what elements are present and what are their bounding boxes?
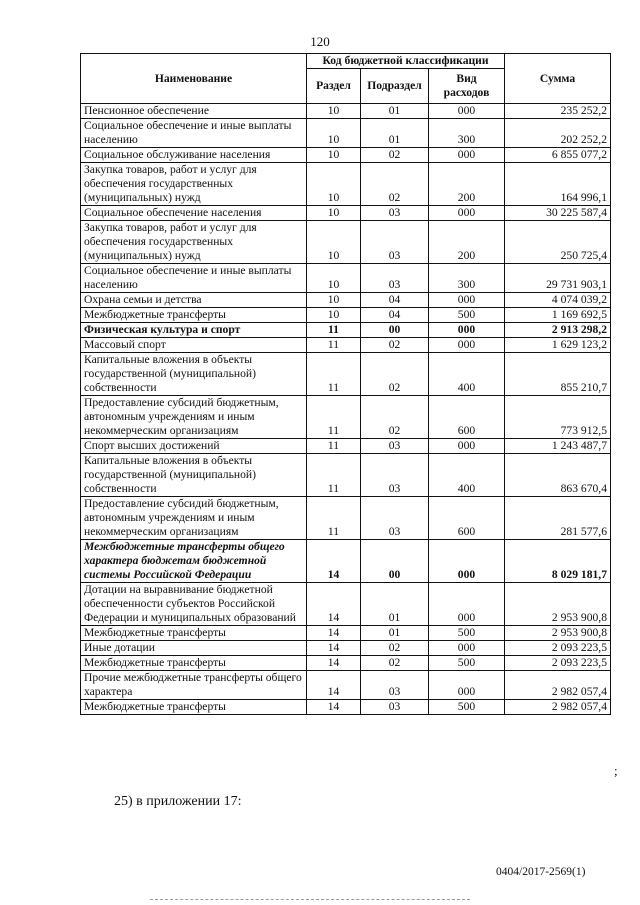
row-name: Массовый спорт bbox=[81, 338, 307, 353]
row-razdel: 10 bbox=[307, 148, 361, 163]
header-razdel: Раздел bbox=[307, 69, 361, 104]
row-razdel: 14 bbox=[307, 700, 361, 715]
row-podrazdel: 00 bbox=[361, 323, 429, 338]
row-razdel: 10 bbox=[307, 264, 361, 293]
table-body bbox=[81, 104, 611, 715]
row-name: Закупка товаров, работ и услуг для обеспечения государственных (муниципальных) нужд bbox=[81, 221, 307, 264]
header-vid-line2: расходов bbox=[443, 86, 490, 99]
table-row bbox=[81, 641, 611, 656]
row-razdel: 10 bbox=[307, 221, 361, 264]
scan-artifact-line bbox=[150, 899, 470, 901]
header-podrazdel: Подраздел bbox=[361, 69, 429, 104]
row-vid: 200 bbox=[429, 163, 505, 206]
row-name: Закупка товаров, работ и услуг для обеспечения государственных (муниципальных) нужд bbox=[81, 163, 307, 206]
row-podrazdel: 01 bbox=[361, 119, 429, 148]
row-podrazdel: 02 bbox=[361, 396, 429, 439]
row-vid: 000 bbox=[429, 338, 505, 353]
table-row bbox=[81, 656, 611, 671]
table-row bbox=[81, 323, 611, 338]
row-sum: 6 855 077,2 bbox=[505, 148, 611, 163]
row-podrazdel: 02 bbox=[361, 353, 429, 396]
row-podrazdel: 03 bbox=[361, 206, 429, 221]
row-podrazdel: 02 bbox=[361, 641, 429, 656]
row-razdel: 14 bbox=[307, 540, 361, 583]
table-row bbox=[81, 148, 611, 163]
row-razdel: 11 bbox=[307, 338, 361, 353]
row-sum: 2 093 223,5 bbox=[505, 656, 611, 671]
row-razdel: 10 bbox=[307, 104, 361, 119]
row-sum: 4 074 039,2 bbox=[505, 293, 611, 308]
row-razdel: 14 bbox=[307, 626, 361, 641]
row-sum: 281 577,6 bbox=[505, 497, 611, 540]
row-podrazdel: 00 bbox=[361, 540, 429, 583]
row-name: Охрана семьи и детства bbox=[81, 293, 307, 308]
row-sum: 2 982 057,4 bbox=[505, 700, 611, 715]
row-sum: 30 225 587,4 bbox=[505, 206, 611, 221]
row-name: Прочие межбюджетные трансферты общего характера bbox=[81, 671, 307, 700]
row-vid: 000 bbox=[429, 104, 505, 119]
row-vid: 000 bbox=[429, 323, 505, 338]
row-vid: 000 bbox=[429, 583, 505, 626]
row-name: Капитальные вложения в объекты государственной (муниципальной) собственности bbox=[81, 353, 307, 396]
row-name: Иные дотации bbox=[81, 641, 307, 656]
row-name: Социальное обслуживание населения bbox=[81, 148, 307, 163]
document-code: 0404/2017-2569(1) bbox=[496, 866, 586, 878]
row-razdel: 10 bbox=[307, 293, 361, 308]
table-row bbox=[81, 671, 611, 700]
row-podrazdel: 03 bbox=[361, 700, 429, 715]
row-razdel: 14 bbox=[307, 656, 361, 671]
row-vid: 500 bbox=[429, 656, 505, 671]
row-podrazdel: 03 bbox=[361, 264, 429, 293]
row-vid: 300 bbox=[429, 264, 505, 293]
row-podrazdel: 04 bbox=[361, 308, 429, 323]
header-name: Наименование bbox=[81, 54, 307, 104]
row-razdel: 11 bbox=[307, 439, 361, 454]
trailing-semicolon: ; bbox=[614, 763, 618, 778]
row-sum: 1 169 692,5 bbox=[505, 308, 611, 323]
row-razdel: 10 bbox=[307, 163, 361, 206]
row-podrazdel: 02 bbox=[361, 148, 429, 163]
table-row bbox=[81, 338, 611, 353]
row-sum: 164 996,1 bbox=[505, 163, 611, 206]
row-podrazdel: 02 bbox=[361, 656, 429, 671]
table-row bbox=[81, 396, 611, 439]
table-header bbox=[81, 54, 611, 104]
row-sum: 8 029 181,7 bbox=[505, 540, 611, 583]
row-razdel: 11 bbox=[307, 353, 361, 396]
row-sum: 1 243 487,7 bbox=[505, 439, 611, 454]
row-sum: 250 725,4 bbox=[505, 221, 611, 264]
header-vid bbox=[429, 69, 505, 104]
row-vid: 000 bbox=[429, 641, 505, 656]
row-podrazdel: 03 bbox=[361, 454, 429, 497]
row-vid: 500 bbox=[429, 626, 505, 641]
row-podrazdel: 03 bbox=[361, 497, 429, 540]
row-sum: 2 913 298,2 bbox=[505, 323, 611, 338]
table-row bbox=[81, 264, 611, 293]
row-sum: 29 731 903,1 bbox=[505, 264, 611, 293]
amendment-text: 25) в приложении 17: bbox=[114, 794, 242, 809]
row-name: Дотации на выравнивание бюджетной обеспеченности субъектов Российской Федерации и муниципальных образований bbox=[81, 583, 307, 626]
row-name: Социальное обеспечение и иные выплаты населению bbox=[81, 264, 307, 293]
table-row bbox=[81, 163, 611, 206]
row-razdel: 11 bbox=[307, 323, 361, 338]
row-vid: 400 bbox=[429, 353, 505, 396]
row-name: Межбюджетные трансферты bbox=[81, 700, 307, 715]
row-sum: 1 629 123,2 bbox=[505, 338, 611, 353]
table-row bbox=[81, 454, 611, 497]
row-sum: 2 953 900,8 bbox=[505, 583, 611, 626]
row-podrazdel: 03 bbox=[361, 671, 429, 700]
row-razdel: 14 bbox=[307, 583, 361, 626]
row-podrazdel: 01 bbox=[361, 626, 429, 641]
row-name: Физическая культура и спорт bbox=[81, 323, 307, 338]
row-podrazdel: 03 bbox=[361, 221, 429, 264]
row-podrazdel: 02 bbox=[361, 338, 429, 353]
table-row bbox=[81, 540, 611, 583]
table-row bbox=[81, 583, 611, 626]
table-row bbox=[81, 104, 611, 119]
row-sum: 2 953 900,8 bbox=[505, 626, 611, 641]
row-name: Предоставление субсидий бюджетным, автономным учреждениям и иным некоммерческим организациям bbox=[81, 396, 307, 439]
row-sum: 773 912,5 bbox=[505, 396, 611, 439]
row-vid: 000 bbox=[429, 293, 505, 308]
table-row bbox=[81, 353, 611, 396]
row-sum: 2 093 223,5 bbox=[505, 641, 611, 656]
row-vid: 200 bbox=[429, 221, 505, 264]
table-row bbox=[81, 206, 611, 221]
table-row bbox=[81, 626, 611, 641]
row-razdel: 14 bbox=[307, 671, 361, 700]
row-name: Межбюджетные трансферты общего характера бюджетам бюджетной системы Российской Федерации bbox=[81, 540, 307, 583]
row-podrazdel: 01 bbox=[361, 104, 429, 119]
row-razdel: 11 bbox=[307, 497, 361, 540]
row-vid: 300 bbox=[429, 119, 505, 148]
row-name: Предоставление субсидий бюджетным, автономным учреждениям и иным некоммерческим организациям bbox=[81, 497, 307, 540]
row-razdel: 14 bbox=[307, 641, 361, 656]
row-podrazdel: 02 bbox=[361, 163, 429, 206]
table-row bbox=[81, 119, 611, 148]
row-razdel: 11 bbox=[307, 454, 361, 497]
header-code-group: Код бюджетной классификации bbox=[307, 54, 505, 69]
row-name: Социальное обеспечение населения bbox=[81, 206, 307, 221]
row-name: Межбюджетные трансферты bbox=[81, 626, 307, 641]
row-vid: 400 bbox=[429, 454, 505, 497]
row-sum: 855 210,7 bbox=[505, 353, 611, 396]
row-name: Пенсионное обеспечение bbox=[81, 104, 307, 119]
row-vid: 600 bbox=[429, 497, 505, 540]
row-sum: 202 252,2 bbox=[505, 119, 611, 148]
row-name: Спорт высших достижений bbox=[81, 439, 307, 454]
row-podrazdel: 04 bbox=[361, 293, 429, 308]
row-razdel: 11 bbox=[307, 396, 361, 439]
row-vid: 000 bbox=[429, 671, 505, 700]
row-vid: 500 bbox=[429, 700, 505, 715]
row-podrazdel: 01 bbox=[361, 583, 429, 626]
table-row bbox=[81, 439, 611, 454]
row-name: Капитальные вложения в объекты государственной (муниципальной) собственности bbox=[81, 454, 307, 497]
table-row bbox=[81, 700, 611, 715]
row-name: Социальное обеспечение и иные выплаты населению bbox=[81, 119, 307, 148]
table-row bbox=[81, 293, 611, 308]
row-sum: 863 670,4 bbox=[505, 454, 611, 497]
row-name: Межбюджетные трансферты bbox=[81, 656, 307, 671]
page-number: 120 bbox=[310, 34, 330, 49]
row-razdel: 10 bbox=[307, 119, 361, 148]
header-sum: Сумма bbox=[505, 54, 611, 104]
header-vid-line1: Вид bbox=[456, 72, 477, 85]
row-vid: 000 bbox=[429, 540, 505, 583]
row-razdel: 10 bbox=[307, 308, 361, 323]
table-row bbox=[81, 308, 611, 323]
row-vid: 000 bbox=[429, 439, 505, 454]
row-vid: 600 bbox=[429, 396, 505, 439]
table-row bbox=[81, 221, 611, 264]
row-razdel: 10 bbox=[307, 206, 361, 221]
row-name: Межбюджетные трансферты bbox=[81, 308, 307, 323]
table-row bbox=[81, 497, 611, 540]
row-vid: 500 bbox=[429, 308, 505, 323]
row-sum: 2 982 057,4 bbox=[505, 671, 611, 700]
row-vid: 000 bbox=[429, 206, 505, 221]
row-vid: 000 bbox=[429, 148, 505, 163]
row-sum: 235 252,2 bbox=[505, 104, 611, 119]
row-podrazdel: 03 bbox=[361, 439, 429, 454]
budget-table bbox=[80, 53, 611, 715]
